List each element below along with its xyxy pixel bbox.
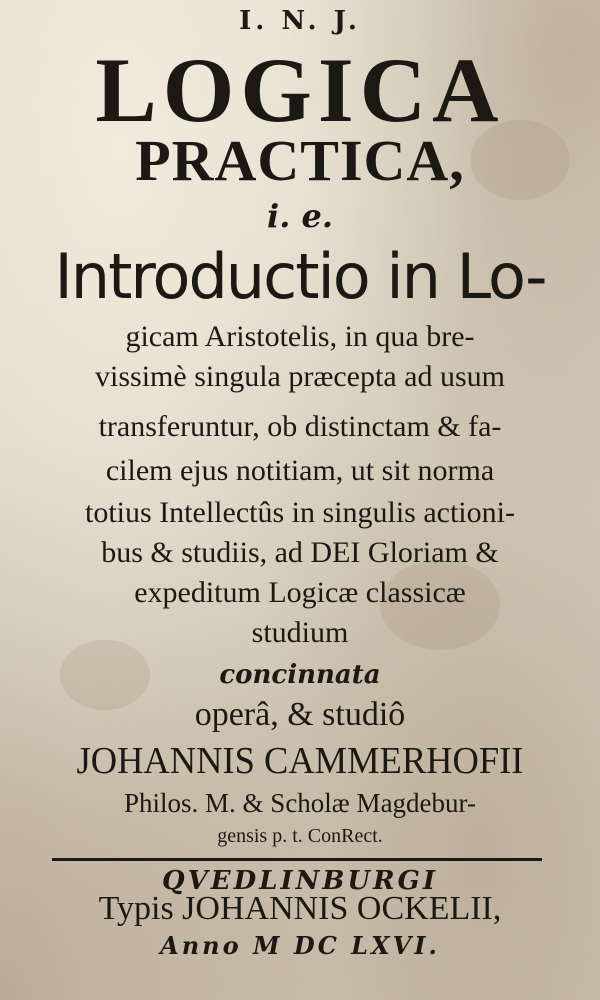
author-title-line: Philos. M. & Scholæ Magdebur- (124, 788, 476, 818)
concinnata-label: concinnata (219, 660, 381, 690)
imprint-printer: Typis JOHANNIS OCKELII, (98, 890, 502, 927)
body-line: bus & studiis, ad DEI Gloriam & (101, 536, 499, 569)
author-title-line: gensis p. t. ConRect. (217, 825, 383, 847)
body-line: vissimè singula præcepta ad usum (95, 360, 505, 393)
body-line: cilem ejus notitiam, ut sit norma (105, 454, 495, 487)
body-line: transferuntur, ob distinctam & fa- (98, 410, 502, 443)
imprint-year: Anno M DC LXVI. (160, 931, 440, 960)
opera-line: operâ, & studiô (194, 696, 406, 733)
imprint-place: QVEDLINBURGI (161, 866, 439, 896)
body-line: gicam Aristotelis, in qua bre- (125, 320, 475, 353)
title-logica: LOGICA (95, 39, 505, 141)
body-line: totius Intellectûs in singulis actioni- (85, 496, 515, 529)
divider-rule (52, 858, 542, 861)
author-name: JOHANNIS CAMMERHOFII (76, 740, 524, 782)
body-line: studium (251, 616, 349, 649)
header-initials: I. N. J. (239, 6, 361, 36)
body-line: expeditum Logicæ classicæ (134, 576, 466, 609)
title-introductio: Introductio in Lo- (54, 240, 546, 313)
title-practica: PRACTICA, (135, 128, 465, 193)
title-connector: i. e. (267, 197, 333, 235)
